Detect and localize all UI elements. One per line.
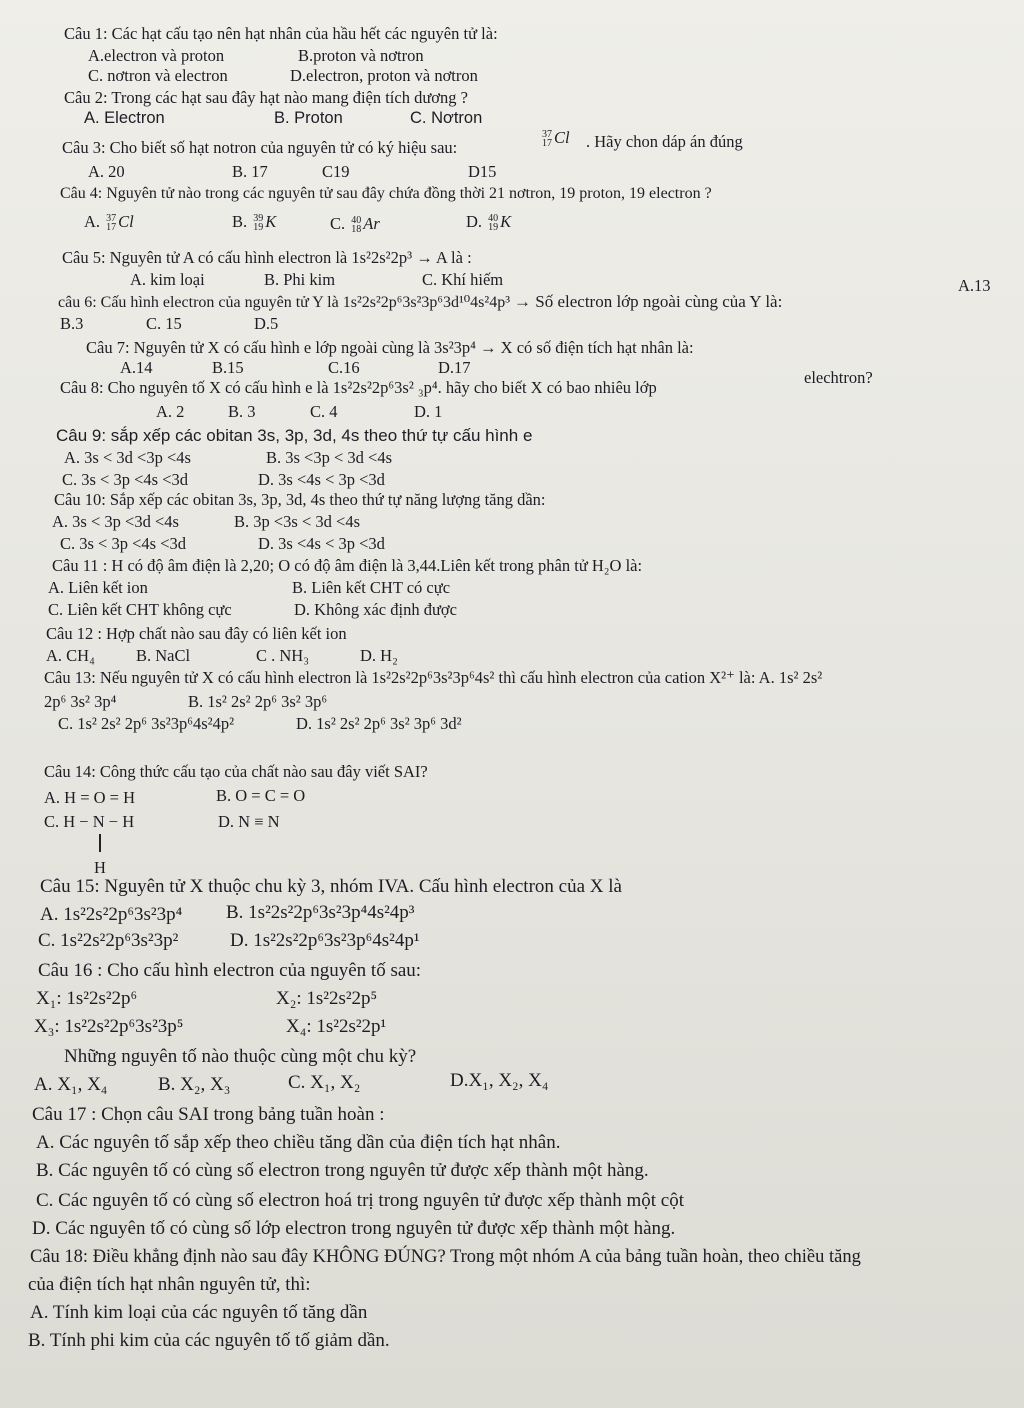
q13-option-c: C. 1s² 2s² 2p⁶ 3s²3p⁶4s²4p² — [58, 714, 235, 733]
q14-option-b: B. O = C = O — [216, 786, 306, 805]
q17-option-b: B. Các nguyên tố có cùng số electron trong nguyên tử được xếp thành một hàng. — [36, 1160, 649, 1181]
q16-question: Những nguyên tố nào thuộc cùng một chu kỳ? — [64, 1046, 417, 1067]
q4-option-b: B. 39 19 K — [232, 212, 277, 234]
q16-x1: X₁: 1s²2s²2p⁶ — [36, 988, 138, 1009]
q14-option-d: D. N ≡ N — [218, 812, 280, 831]
q2-option-a: A. Electron — [84, 109, 165, 127]
q7-tail: → X có số điện tích hạt nhân là: — [480, 338, 694, 357]
q3-symbol: Cl — [554, 128, 570, 147]
q17-stem: Câu 17 : Chọn câu SAI trong bảng tuần hoàn : — [32, 1104, 385, 1125]
q15-option-d: D. 1s²2s²2p⁶3s²3p⁶4s²4p¹ — [230, 930, 420, 951]
q13-tail2: là: A. — [738, 668, 775, 687]
q16-option-d: D.X₁, X₂, X₄ — [450, 1070, 549, 1091]
q8-config: 1s²2s²2p⁶3s² ₃p⁴ — [332, 378, 438, 397]
q7-option-a: A.14 — [120, 358, 153, 377]
q4-option-d: D. 40 19 K — [466, 212, 512, 234]
q8-option-b: B. 3 — [228, 402, 256, 421]
q5-option-c: C. Khí hiếm — [422, 270, 504, 289]
q12-option-d: D. H₂ — [360, 646, 398, 665]
q8-stem: Câu 8: Cho nguyên tố X có cấu hình e là 1s²2s²2p⁶3s² ₃p⁴. hãy cho biết X có bao nhiêu lớp — [60, 378, 657, 397]
q12-stem: Câu 12 : Hợp chất nào sau đây có liên kết ion — [46, 624, 347, 643]
q1-option-d: D.electron, proton và nơtron — [290, 66, 478, 85]
q15-option-c: C. 1s²2s²2p⁶3s²3p² — [38, 930, 179, 951]
q8-option-a: A. 2 — [156, 402, 185, 421]
q14-option-c-bottom: H — [94, 858, 106, 877]
q5-stem: Câu 5: Nguyên tử A có cấu hình electron là 1s²2s²2p³ → A là : — [62, 248, 472, 267]
q4-stem: Câu 4: Nguyên tử nào trong các nguyên tử sau đây chứa đồng thời 21 nơtron, 19 proton, 19 electron ? — [60, 185, 712, 202]
q2-option-c: C. Nơtron — [410, 109, 483, 127]
q13-config: 1s²2s²2p⁶3s²3p⁶4s² — [371, 668, 495, 687]
q7-option-c: C.16 — [328, 358, 360, 377]
q13-stem: Câu 13: Nếu nguyên tử X có cấu hình electron là 1s²2s²2p⁶3s²3p⁶4s² thì cấu hình electron của cation X²⁺ là: A. 1s² 2s² — [44, 668, 823, 687]
q2-option-b: B. Proton — [274, 109, 343, 127]
q17-option-d: D. Các nguyên tố có cùng số lớp electron trong nguyên tử được xếp thành một hàng. — [32, 1218, 676, 1239]
q13-option-b: B. 1s² 2s² 2p⁶ 3s² 3p⁶ — [188, 692, 328, 711]
q11-option-b: B. Liên kết CHT có cực — [292, 578, 451, 597]
q1-option-c: C. nơtron và electron — [88, 66, 228, 85]
q3-option-d: D15 — [468, 162, 497, 181]
q1-option-b: B.proton và nơtron — [298, 46, 424, 65]
q7-config: 3s²3p⁴ — [434, 338, 476, 357]
q15-option-a: A. 1s²2s²2p⁶3s²3p⁴ — [40, 904, 183, 925]
q8-tail2: elechtron? — [804, 368, 873, 387]
q16-option-a: A. X₁, X₄ — [34, 1074, 108, 1095]
q9-option-c: C. 3s < 3p <4s <3d — [62, 470, 189, 489]
q9-option-b: B. 3s <3p < 3d <4s — [266, 448, 393, 467]
q11-option-a: A. Liên kết ion — [48, 578, 148, 597]
q3-option-a: A. 20 — [88, 162, 125, 181]
q13-cation: X²⁺ — [709, 668, 735, 687]
q16-option-b: B. X₂, X₃ — [158, 1074, 231, 1095]
q12-option-c: C . NH₃ — [256, 646, 309, 665]
q13-option-a-rest: 2p⁶ 3s² 3p⁴ — [44, 692, 117, 711]
q11-option-c: C. Liên kết CHT không cực — [48, 600, 232, 619]
q6-option-d: D.5 — [254, 314, 279, 333]
q14-bond-line — [99, 834, 101, 852]
q10-option-d: D. 3s <4s < 3p <3d — [258, 534, 385, 553]
q3-mass: 37 — [542, 129, 552, 141]
q4-option-c: C. 40 18 Ar — [330, 214, 380, 236]
q17-option-c: C. Các nguyên tố có cùng số electron hoá trị trong nguyên tử được xếp thành một cột — [36, 1190, 684, 1211]
q6-tail: → Số electron lớp ngoài cùng của Y là: — [514, 292, 783, 311]
q8-option-c: C. 4 — [310, 402, 338, 421]
q10-option-a: A. 3s < 3p <3d <4s — [52, 512, 179, 531]
q9-option-a: A. 3s < 3d <3p <4s — [64, 448, 191, 467]
q4-option-a: A. 37 17 Cl — [84, 212, 134, 234]
q6-stem: câu 6: Cấu hình electron của nguyên tử Y là 1s²2s²2p⁶3s²3p⁶3d¹⁰4s²4p³ → Số electron lớp ngoài cùng của Y là: — [58, 292, 783, 311]
q14-stem: Câu 14: Công thức cấu tạo của chất nào sau đây viết SAI? — [44, 762, 428, 781]
q14-option-a: A. H = O = H — [44, 788, 136, 807]
q13-option-d: D. 1s² 2s² 2p⁶ 3s² 3p⁶ 3d² — [296, 714, 462, 733]
q6-option-b: B.3 — [60, 314, 84, 333]
q6-option-a: A.13 — [958, 276, 991, 295]
q3-z: 17 — [542, 138, 552, 150]
q2-stem: Câu 2: Trong các hạt sau đây hạt nào mang điện tích dương ? — [64, 88, 468, 107]
q11-stem: Câu 11 : H có độ âm điện là 2,20; O có độ âm điện là 3,44.Liên kết trong phân tử H₂O là: — [52, 556, 643, 575]
q10-option-b: B. 3p <3s < 3d <4s — [234, 512, 361, 531]
q5-config: 1s²2s²2p³ — [351, 248, 413, 267]
q7-option-d: D.17 — [438, 358, 471, 377]
q6-option-c: C. 15 — [146, 314, 182, 333]
q18-option-a: A. Tính kim loại của các nguyên tố tăng dần — [30, 1302, 368, 1323]
q1-stem: Câu 1: Các hạt cấu tạo nên hạt nhân của hầu hết các nguyên tử là: — [64, 24, 498, 43]
q6-config: 1s²2s²2p⁶3s²3p⁶3d¹⁰4s²4p³ — [342, 294, 510, 311]
q10-option-c: C. 3s < 3p <4s <3d — [60, 534, 187, 553]
q13-option-a-start: 1s² 2s² — [778, 668, 823, 687]
q5-option-a: A. kim loại — [130, 270, 205, 289]
q16-x2: X₂: 1s²2s²2p⁵ — [276, 988, 378, 1009]
q11-option-d: D. Không xác định được — [294, 600, 457, 619]
q3-option-b: B. 17 — [232, 162, 268, 181]
q16-option-c: C. X₁, X₂ — [288, 1072, 361, 1093]
q1-option-a: A.electron và proton — [88, 46, 225, 65]
q3-stem: Câu 3: Cho biết số hạt notron của nguyên tử có ký hiệu sau: — [62, 138, 458, 157]
q18-option-b: B. Tính phi kim của các nguyên tố tố giảm dần. — [28, 1330, 390, 1351]
q3-nuclide — [540, 128, 570, 148]
q18-stem: Câu 18: Điều khẳng định nào sau đây KHÔNG ĐÚNG? Trong một nhóm A của bảng tuần hoàn, theo chiều tăng — [30, 1247, 861, 1267]
q9-option-d: D. 3s <4s < 3p <3d — [258, 470, 385, 489]
q12-option-a: A. CH₄ — [46, 646, 95, 665]
q8-tail: . hãy cho biết X có bao nhiêu lớp — [437, 378, 657, 397]
q10-stem: Câu 10: Sắp xếp các obitan 3s, 3p, 3d, 4s theo thứ tự năng lượng tăng dần: — [54, 490, 546, 509]
q12-option-b: B. NaCl — [136, 646, 191, 665]
q13-tail: thì cấu hình electron của cation — [498, 668, 706, 687]
q5-arrow: → A là : — [416, 248, 472, 267]
q17-option-a: A. Các nguyên tố sắp xếp theo chiều tăng dần của điện tích hạt nhân. — [36, 1132, 561, 1153]
q3-tail: . Hãy chon dáp án đúng — [586, 132, 743, 151]
q8-option-d: D. 1 — [414, 402, 443, 421]
q5-option-b: B. Phi kim — [264, 270, 336, 289]
q14-option-c: C. H − N − H — [44, 812, 135, 831]
q15-stem: Câu 15: Nguyên tử X thuộc chu kỳ 3, nhóm IVA. Cấu hình electron của X là — [40, 876, 622, 897]
q7-option-b: B.15 — [212, 358, 244, 377]
q9-stem: Câu 9: sắp xếp các obitan 3s, 3p, 3d, 4s theo thứ tự cấu hình e — [56, 426, 533, 445]
q18-stem-cont: của điện tích hạt nhân nguyên tử, thì: — [28, 1274, 311, 1295]
q16-x4: X₄: 1s²2s²2p¹ — [286, 1016, 387, 1037]
q15-option-b: B. 1s²2s²2p⁶3s²3p⁴4s²4p³ — [226, 902, 415, 923]
q3-option-c: C19 — [322, 162, 350, 181]
q7-stem: Câu 7: Nguyên tử X có cấu hình e lớp ngoài cùng là 3s²3p⁴ → X có số điện tích hạt nhân là: — [86, 338, 694, 357]
q16-x3: X₃: 1s²2s²2p⁶3s²3p⁵ — [34, 1016, 184, 1037]
q16-stem: Câu 16 : Cho cấu hình electron của nguyên tố sau: — [38, 960, 422, 981]
